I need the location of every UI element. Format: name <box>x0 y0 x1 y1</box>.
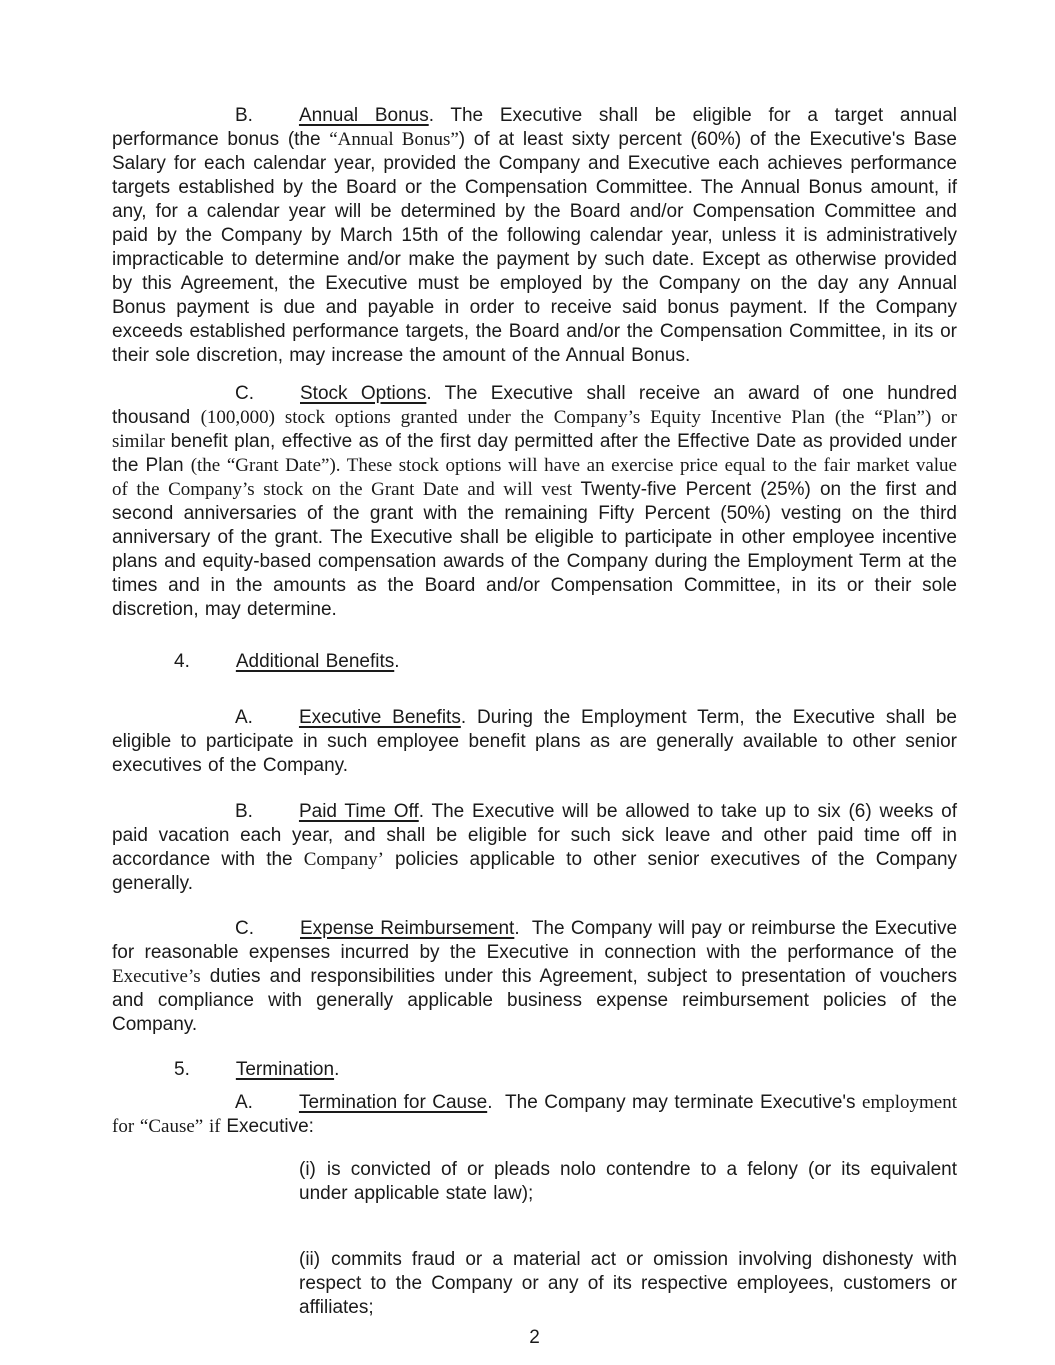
heading-separator: . <box>428 105 451 126</box>
para-executive-benefits <box>112 706 957 778</box>
heading-separator: . <box>418 801 432 822</box>
clause-i <box>299 1158 957 1206</box>
heading-separator: . <box>514 918 532 939</box>
text-segment: The Company may terminate Executive's <box>505 1092 863 1113</box>
text-segment: The Executive shall receive an award of one hundred thousand <box>112 383 958 428</box>
text-segment: The Executive shall be eligible for a target annual performance bonus (the <box>112 105 957 150</box>
heading-separator: . <box>394 651 400 672</box>
paragraph-label: A. <box>235 707 253 728</box>
text-segment: benefit plan, effective as of the first day permitted after the Effective Date as provided under the Plan <box>112 431 957 476</box>
text-segment: (the “Grant Date”). These stock options will have an exercise price equal to the fair market value of the Company’s stock on the Grant Date and will vest <box>112 455 957 500</box>
text-segment: The Company will pay or reimburse the Executive for reasonable expenses incurred by the Executive in connection with the performance of the <box>112 918 958 963</box>
document-body <box>112 104 957 1350</box>
paragraph-label: 4. <box>174 651 190 672</box>
page-number: 2 <box>529 1327 540 1348</box>
section-heading: Annual Bonus <box>298 105 429 126</box>
clause-ii <box>299 1248 957 1320</box>
text-segment: “Annual Bonus” <box>329 129 459 150</box>
text-segment: Twenty-five Percent (25%) on the first and second anniversaries of the grant with the remaining Fifty Percent (50%) vesting on the third anniversary of the grant. The Executive shall be eligible to participate in other employee incentive plans and equity-based compensation awards of the Company during the Employment Term at the times and in the amounts as the Board and/or Compensation Committee, in its or their sole discretion, may determine. <box>112 479 957 620</box>
text-segment: Executive’s <box>112 966 201 987</box>
heading-separator: . <box>487 1092 506 1113</box>
paragraph-label: 5. <box>174 1059 190 1080</box>
paragraph-label: B. <box>235 801 253 822</box>
section-heading: Executive Benefits <box>298 707 461 728</box>
text-segment: (100,000) stock options granted under the Company’s Equity Incentive Plan (the “Plan”) or similar <box>112 407 957 452</box>
paragraph-label: (i) <box>299 1159 316 1180</box>
section-heading: Termination <box>235 1059 335 1080</box>
text-segment: Executive: <box>226 1116 314 1137</box>
para-expense-reimbursement <box>112 917 957 1037</box>
paragraph-label: C. <box>235 383 254 404</box>
heading-separator: . <box>334 1059 340 1080</box>
para-annual-bonus <box>112 104 957 368</box>
para-stock-options <box>112 382 957 622</box>
section-heading: Termination for Cause <box>298 1092 488 1113</box>
heading-separator: . <box>460 707 477 728</box>
paragraph-label: (ii) <box>299 1249 321 1270</box>
text-segment: employment for “Cause” if <box>112 1092 957 1137</box>
section-heading: Stock Options <box>300 383 427 404</box>
paragraph-label: C. <box>235 918 254 939</box>
section-heading: Paid Time Off <box>298 801 419 822</box>
section-heading: Expense Reimbursement <box>300 918 515 939</box>
section-heading: Additional Benefits <box>235 651 395 672</box>
paragraph-label: A. <box>235 1092 253 1113</box>
text-segment: commits fraud or a material act or omission involving dishonesty with respect to the Company or any of its respective employees, customers or affiliates; <box>299 1249 957 1318</box>
paragraph-label: B. <box>235 105 253 126</box>
heading-separator: . <box>426 383 445 404</box>
text-segment: During the Employment Term, the Executive shall be eligible to participate in such employee benefit plans as are generally available to other senior executives of the Company. <box>112 707 957 776</box>
section-additional-benefits <box>112 650 957 674</box>
para-termination-for-cause <box>112 1091 957 1139</box>
para-paid-time-off <box>112 800 957 896</box>
section-termination <box>112 1058 957 1082</box>
text-segment: policies applicable to other senior executives of the Company generally. <box>112 849 958 894</box>
text-segment: ) of at least sixty percent (60%) of the Executive's Base Salary for each calendar year, provided the Company and Executive each achieves performance targets established by the Board or the Compensation Committee. The Annual Bonus amount, if any, for a calendar year will be determined by the Board and/or Compensation Committee and paid by the Company by March 15th of the following calendar year, unless it is administratively impracticable to determine and/or make the payment by such date. Except as otherwise provided by this Agreement, the Executive must be employed by the Company on the day any Annual Bonus payment is due and payable in order to receive said bonus payment. If the Company exceeds established performance targets, the Board and/or the Compensation Committee, in its or their sole discretion, may increase the amount of the Annual Bonus. <box>112 129 957 366</box>
text-segment: duties and responsibilities under this Agreement, subject to presentation of vouchers and compliance with generally applicable business expense reimbursement policies of the Company. <box>112 966 957 1035</box>
text-segment: The Executive will be allowed to take up to six (6) weeks of paid vacation each year, and shall be eligible for such sick leave and other paid time off in accordance with the <box>112 801 957 870</box>
text-segment: Company’ <box>303 849 384 870</box>
text-segment: is convicted of or pleads nolo contendre to a felony (or its equivalent under applicable state law); <box>299 1159 957 1204</box>
